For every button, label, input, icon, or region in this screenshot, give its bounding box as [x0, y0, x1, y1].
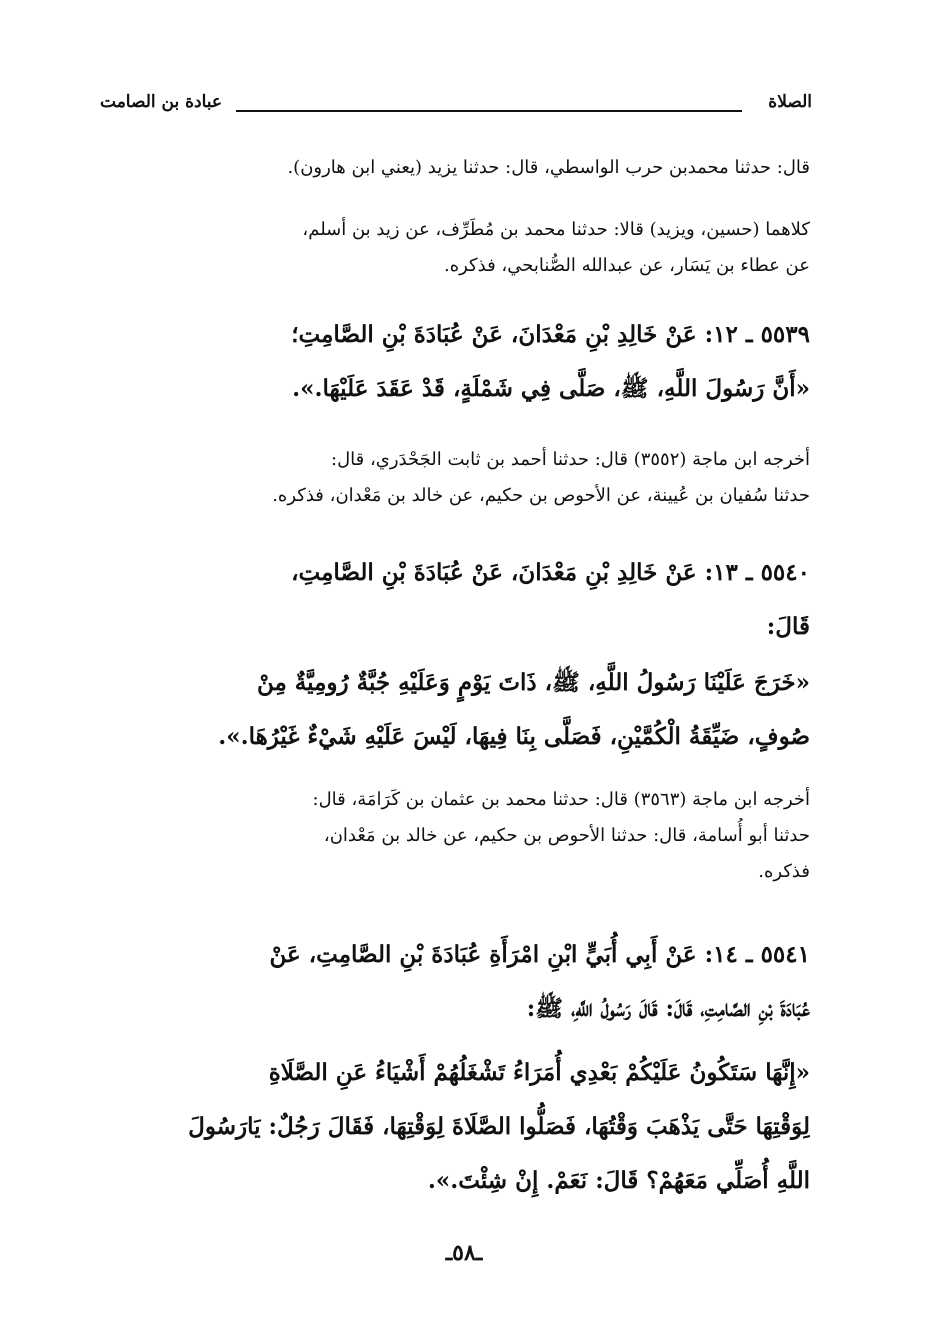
text-line: أخرجه ابن ماجة (٣٥٦٣) قال: حدثنا محمد بن عثمان بن كَرَامَة، قال:: [312, 789, 810, 810]
header-chapter-title: الصلاة: [768, 92, 812, 112]
text-line: قال: حدثنا محمدبن حرب الواسطي، قال: حدثنا يزيد (يعني ابن هارون).: [287, 157, 810, 178]
text-line: عُبَادَةَ بْنِ الصَّامِتِ، قَالَ: قَالَ رَسُولُ اللَّهِ، ﷺ:: [526, 995, 810, 1022]
text-line: «أَنَّ رَسُولَ اللَّهِ، ﷺ، صَلَّى فِي شَمْلَةٍ، قَدْ عَقَدَ عَلَيْهَا.».: [292, 375, 810, 402]
text-line: اللَّهِ أُصَلِّي مَعَهُمْ؟ قَالَ: نَعَمْ. إِنْ شِئْتَ.».: [427, 1167, 810, 1194]
text-line: عن عطاء بن يَسَار، عن عبدالله الصُّنابحي، فذكره.: [443, 255, 810, 276]
hadith-5539: [110, 308, 810, 416]
text-line: «إِنَّهَا سَتَكُونُ عَلَيْكُمْ بَعْدِي أُمَرَاءُ تَشْغَلُهُمْ أَشْيَاءُ عَنِ الصَّلَاةِ: [268, 1059, 810, 1086]
hadith-5541-text: [110, 1046, 810, 1208]
takhrij-note: [110, 442, 810, 514]
text-line: قَالَ:: [766, 613, 810, 640]
header-section-title: عبادة بن الصامت: [100, 92, 223, 112]
text-line: حدثنا أبو أُسامة، قال: حدثنا الأحوص بن حكيم، عن خالد بن مَعْدان،: [323, 825, 810, 846]
hadith-5541: [110, 928, 810, 1036]
text-line: «خَرَجَ عَلَيْنَا رَسُولُ اللَّهِ، ﷺ، ذَاتَ يَوْمٍ وَعَلَيْهِ جُبَّةٌ رُومِيَّةٌ مِنْ: [256, 669, 810, 696]
text-line: لِوَقْتِهَا حَتَّى يَذْهَبَ وَقْتُهَا، فَصَلُّوا الصَّلَاةَ لِوَقْتِهَا، فَقَالَ رَجُلٌ: يَارَسُولَ: [188, 1113, 810, 1140]
takhrij-note: [110, 782, 810, 890]
text-line: أخرجه ابن ماجة (٣٥٥٢) قال: حدثنا أحمد بن ثابت الجَحْدَري، قال:: [331, 449, 810, 470]
header-rule: [236, 110, 742, 112]
text-line: ٥٥٣٩ ـ ١٢: عَنْ خَالِدِ بْنِ مَعْدَانَ، عَنْ عُبَادَةَ بْنِ الصَّامِتِ؛: [291, 321, 810, 348]
hadith-5540-text: [110, 656, 810, 764]
text-line: ٥٥٤١ ـ ١٤: عَنْ أَبِي أُبَيٍّ ابْنِ امْرَأَةِ عُبَادَةَ بْنِ الصَّامِتِ، عَنْ: [269, 941, 810, 968]
running-header: [100, 92, 812, 122]
text-line: صُوفٍ، ضَيِّقَةُ الْكُمَّيْنِ، فَصَلَّى بِنَا فِيهَا، لَيْسَ عَلَيْهِ شَيْءٌ غَيْرُهَا.».: [218, 723, 810, 750]
text-line: ٥٥٤٠ ـ ١٣: عَنْ خَالِدِ بْنِ مَعْدَانَ، عَنْ عُبَادَةَ بْنِ الصَّامِتِ،: [291, 559, 810, 586]
text-line: فذكره.: [758, 861, 810, 882]
hadith-5540: [110, 546, 810, 654]
chain-of-narration: [110, 150, 810, 186]
text-line: حدثنا سُفيان بن عُيينة، عن الأحوص بن حكيم، عن خالد بن مَعْدان، فذكره.: [272, 485, 810, 506]
page-number: ـ٥٨ـ: [445, 1240, 483, 1266]
text-line: كلاهما (حسين، ويزيد) قالا: حدثنا محمد بن مُطَرِّف، عن زيد بن أسلم،: [302, 219, 810, 240]
chain-of-narration: [110, 212, 810, 284]
